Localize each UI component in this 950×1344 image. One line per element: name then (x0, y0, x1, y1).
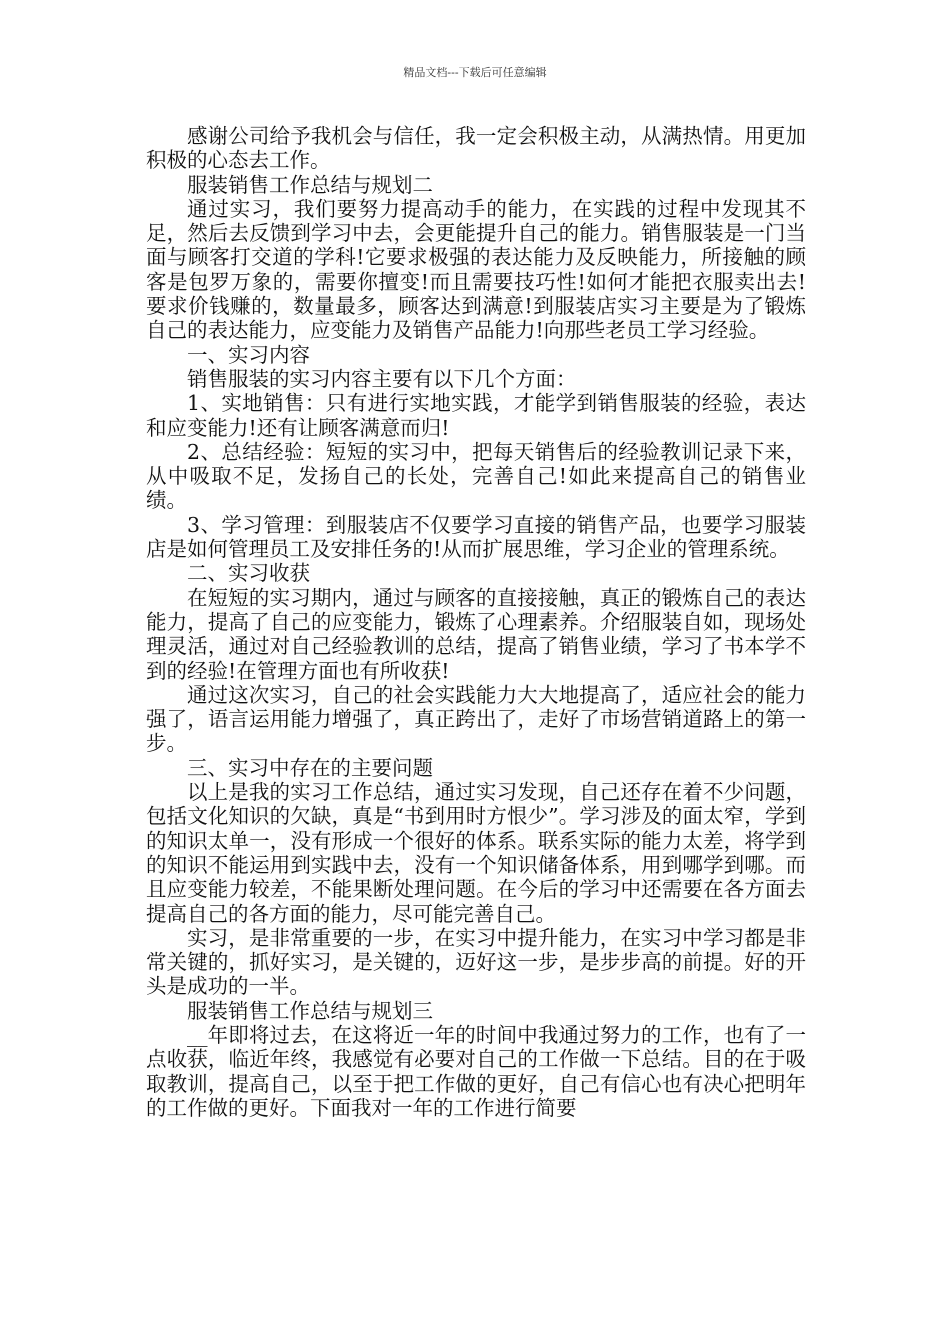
paragraph: 感谢公司给予我机会与信任，我一定会积极主动，从满热情。用更加积极的心态去工作。 (146, 124, 806, 173)
section-heading: 服装销售工作总结与规划三 (187, 998, 433, 1023)
paragraph: 通过实习，我们要努力提高动手的能力，在实践的过程中发现其不足，然后去反馈到学习中去，会更能提升自己的能力。销售服装是一门当面与顾客打交道的学科!它要求极强的表达能力及反映能力，所接触的顾客是包罗万象的，需要你擅变!而且需要技巧性!如何才能把衣服卖出去!要求价钱赚的，数量最多，顾客达到满意!到服装店实习主要是为了锻炼自己的表达能力，应变能力及销售产品能力!向那些老员工学习经验。 (146, 196, 806, 343)
list-paragraph: 2、总结经验：短短的实习中，把每天销售后的经验教训记录下来，从中吸取不足，发扬自己的长处，完善自己!如此来提高自己的销售业绩。 (146, 439, 806, 513)
paragraph: 在短短的实习期内，通过与顾客的直接接触，真正的锻炼自己的表达能力，提高了自己的应变能力，锻炼了心理素养。介绍服装自如，现场处理灵活，通过对自己经验教训的总结，提高了销售业绩，学习了书本学不到的经验!在管理方面也有所收获! (146, 585, 806, 683)
page-header: 精品文档---下载后可任意编辑 (403, 66, 547, 79)
paragraph: 以上是我的实习工作总结，通过实习发现，自己还存在着不少问题，包括文化知识的欠缺，真是“书到用时方恨少”。学习涉及的面太窄，学到的知识太单一，没有形成一个很好的体系。联系实际的能力太差，将学到的知识不能运用到实践中去，没有一个知识储备体系，用到哪学到哪。而且应变能力较差，不能果断处理问题。在今后的学习中还需要在各方面去提高自己的各方面的能力，尽可能完善自己。 (146, 780, 806, 926)
paragraph: 实习，是非常重要的一步，在实习中提升能力，在实习中学习都是非常关键的，抓好实习，是关键的，迈好这一步，是步步高的前提。好的开头是成功的一半。 (146, 925, 806, 999)
list-paragraph: 1、实地销售：只有进行实地实践，才能学到销售服装的经验，表达和应变能力!还有让顾客满意而归! (146, 391, 806, 440)
list-paragraph: 3、学习管理：到服装店不仅要学习直接的销售产品，也要学习服装店是如何管理员工及安排任务的!从而扩展思维，学习企业的管理系统。 (146, 512, 806, 562)
document-body (146, 124, 806, 1120)
section-heading: 一、实习内容 (187, 342, 310, 367)
section-heading: 二、实习收获 (187, 561, 310, 586)
paragraph: __年即将过去，在这将近一年的时间中我通过努力的工作，也有了一点收获，临近年终，我感觉有必要对自己的工作做一下总结。目的在于吸取教训，提高自己，以至于把工作做的更好，自己有信心也有决心把明年的工作做的更好。下面我对一年的工作进行简要 (146, 1022, 806, 1120)
section-heading: 三、实习中存在的主要问题 (187, 755, 433, 780)
paragraph: 销售服装的实习内容主要有以下几个方面： (187, 366, 577, 391)
section-heading: 服装销售工作总结与规划二 (187, 172, 433, 197)
paragraph: 通过这次实习，自己的社会实践能力大大地提高了，适应社会的能力强了，语言运用能力增强了，真正跨出了，走好了市场营销道路上的第一步。 (146, 682, 806, 756)
